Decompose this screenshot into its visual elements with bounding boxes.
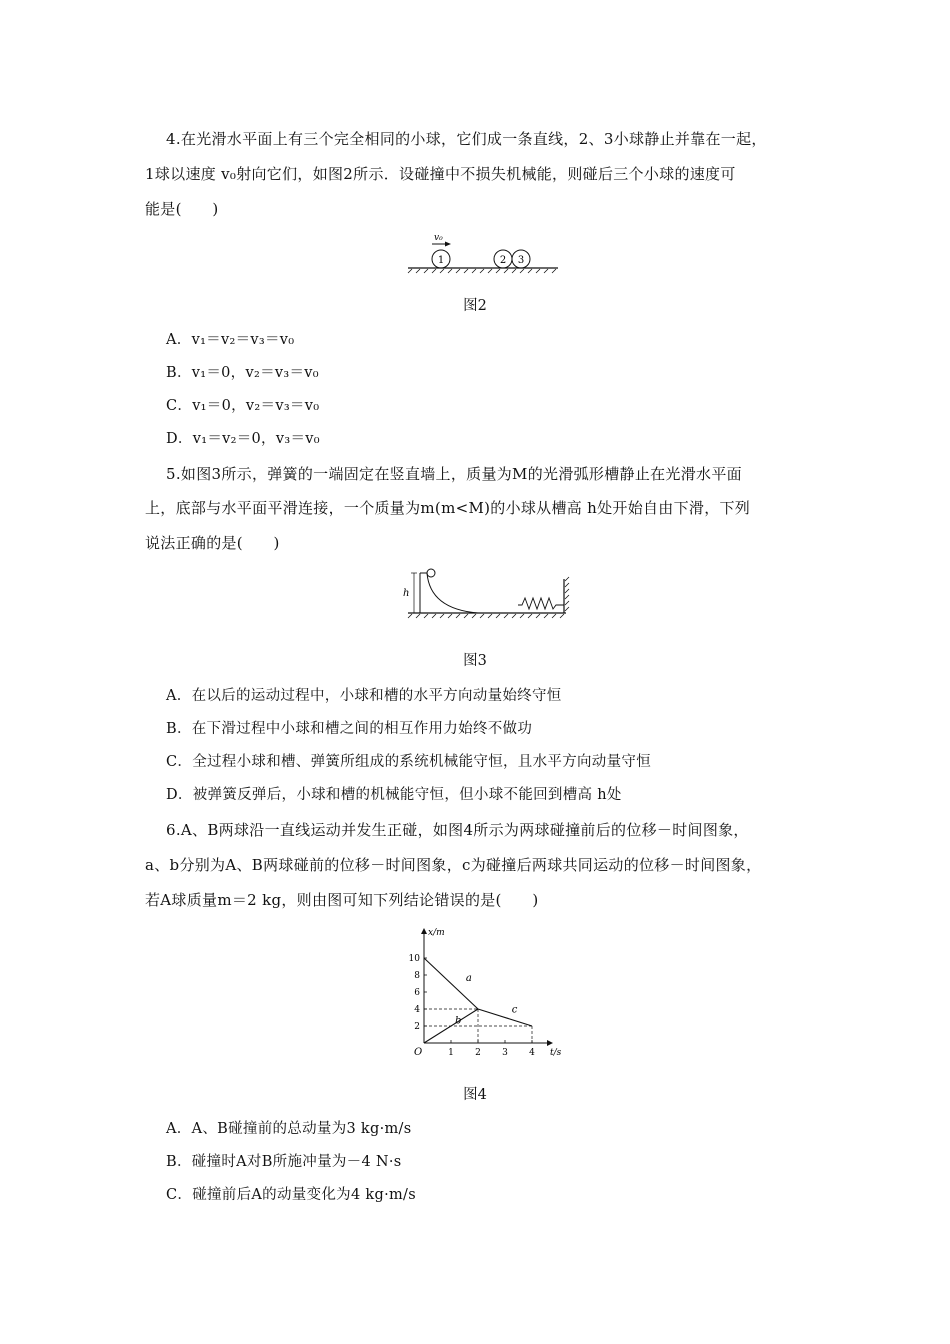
x-tick-label-2: 2	[475, 1048, 481, 1058]
groove-arc	[427, 573, 478, 613]
q6-option-c: C．碰撞前后A的动量变化为4 kg·m/s	[166, 1187, 416, 1203]
y-tick-label-2: 2	[414, 1022, 420, 1032]
q4-line-1: 4.在光滑水平面上有三个完全相同的小球，它们成一条直线，2、3小球静止并靠在一起，	[166, 130, 767, 148]
v0-label: v₀	[434, 233, 443, 243]
q6-line-3: 若A球质量m＝2 kg，则由图可知下列结论错误的是( )	[145, 891, 539, 909]
x-tick-label-4: 4	[529, 1048, 535, 1058]
figure-3	[400, 565, 575, 620]
series-label-b: b	[455, 1015, 462, 1027]
q5-option-c: C．全过程小球和槽、弹簧所组成的系统机械能守恒，且水平方向动量守恒	[166, 754, 651, 770]
spring	[518, 598, 564, 609]
figure-2-caption: 图2	[463, 298, 487, 314]
q5-option-d: D．被弹簧反弹后，小球和槽的机械能守恒，但小球不能回到槽高 h处	[166, 787, 622, 803]
q5-line-1: 5.如图3所示，弹簧的一端固定在竖直墙上，质量为M的光滑弧形槽静止在光滑水平面	[166, 465, 742, 483]
y-tick-label-4: 4	[414, 1005, 420, 1015]
origin-label: O	[414, 1047, 423, 1058]
series-label-c: c	[511, 1004, 518, 1016]
q4-line-3: 能是( )	[145, 200, 219, 218]
q6-option-b: B．碰撞时A对B所施冲量为－4 N·s	[166, 1154, 402, 1170]
q4-option-d: D．v₁＝v₂＝0，v₃＝v₀	[166, 431, 320, 447]
ball-3-label: 3	[517, 255, 525, 266]
figure-2	[408, 228, 568, 273]
q5-option-a: A．在以后的运动过程中，小球和槽的水平方向动量始终守恒	[166, 688, 562, 704]
arrow-head	[445, 242, 451, 247]
x-tick-label-1: 1	[448, 1048, 454, 1058]
q6-option-a: A．A、B碰撞前的总动量为3 kg·m/s	[166, 1121, 412, 1137]
series-line-c	[478, 1009, 532, 1026]
figure-4-chart	[400, 925, 580, 1060]
q6-line-2: a、b分别为A、B两球碰前的位移－时间图象，c为碰撞后两球共同运动的位移－时间图象，	[145, 856, 762, 874]
q4-option-a: A．v₁＝v₂＝v₃＝v₀	[166, 332, 295, 348]
y-tick-label-10: 10	[408, 954, 420, 964]
y-tick-label-8: 8	[414, 971, 420, 981]
ground-hatch	[408, 269, 556, 273]
q5-line-3: 说法正确的是( )	[145, 534, 280, 552]
h-label: h	[403, 588, 410, 599]
figure-3-caption: 图3	[463, 653, 487, 669]
series-label-a: a	[465, 972, 472, 984]
figure-4-caption: 图4	[463, 1087, 487, 1103]
q5-option-b: B．在下滑过程中小球和槽之间的相互作用力始终不做功	[166, 721, 533, 737]
q5-line-2: 上，底部与水平面平滑连接，一个质量为m(m<M)的小球从槽高 h处开始自由下滑，下列	[145, 499, 751, 517]
ball-1-label: 1	[437, 255, 445, 266]
q4-option-c: C．v₁＝0，v₂＝v₃＝v₀	[166, 398, 320, 414]
x-axis-label: t/s	[550, 1048, 562, 1058]
wall-hatch	[565, 577, 569, 611]
small-ball	[427, 569, 435, 577]
q4-option-b: B．v₁＝0，v₂＝v₃＝v₀	[166, 365, 319, 381]
y-axis-label: x/m	[428, 928, 445, 938]
y-tick-label-6: 6	[414, 988, 420, 998]
floor-hatch	[408, 614, 564, 618]
q6-line-1: 6.A、B两球沿一直线运动并发生正碰，如图4所示为两球碰撞前后的位移－时间图象，	[166, 821, 749, 839]
x-tick-label-3: 3	[502, 1048, 508, 1058]
q4-line-2: 1球以速度 v₀射向它们，如图2所示．设碰撞中不损失机械能，则碰后三个小球的速度可	[145, 165, 736, 183]
ball-2-label: 2	[499, 255, 507, 266]
